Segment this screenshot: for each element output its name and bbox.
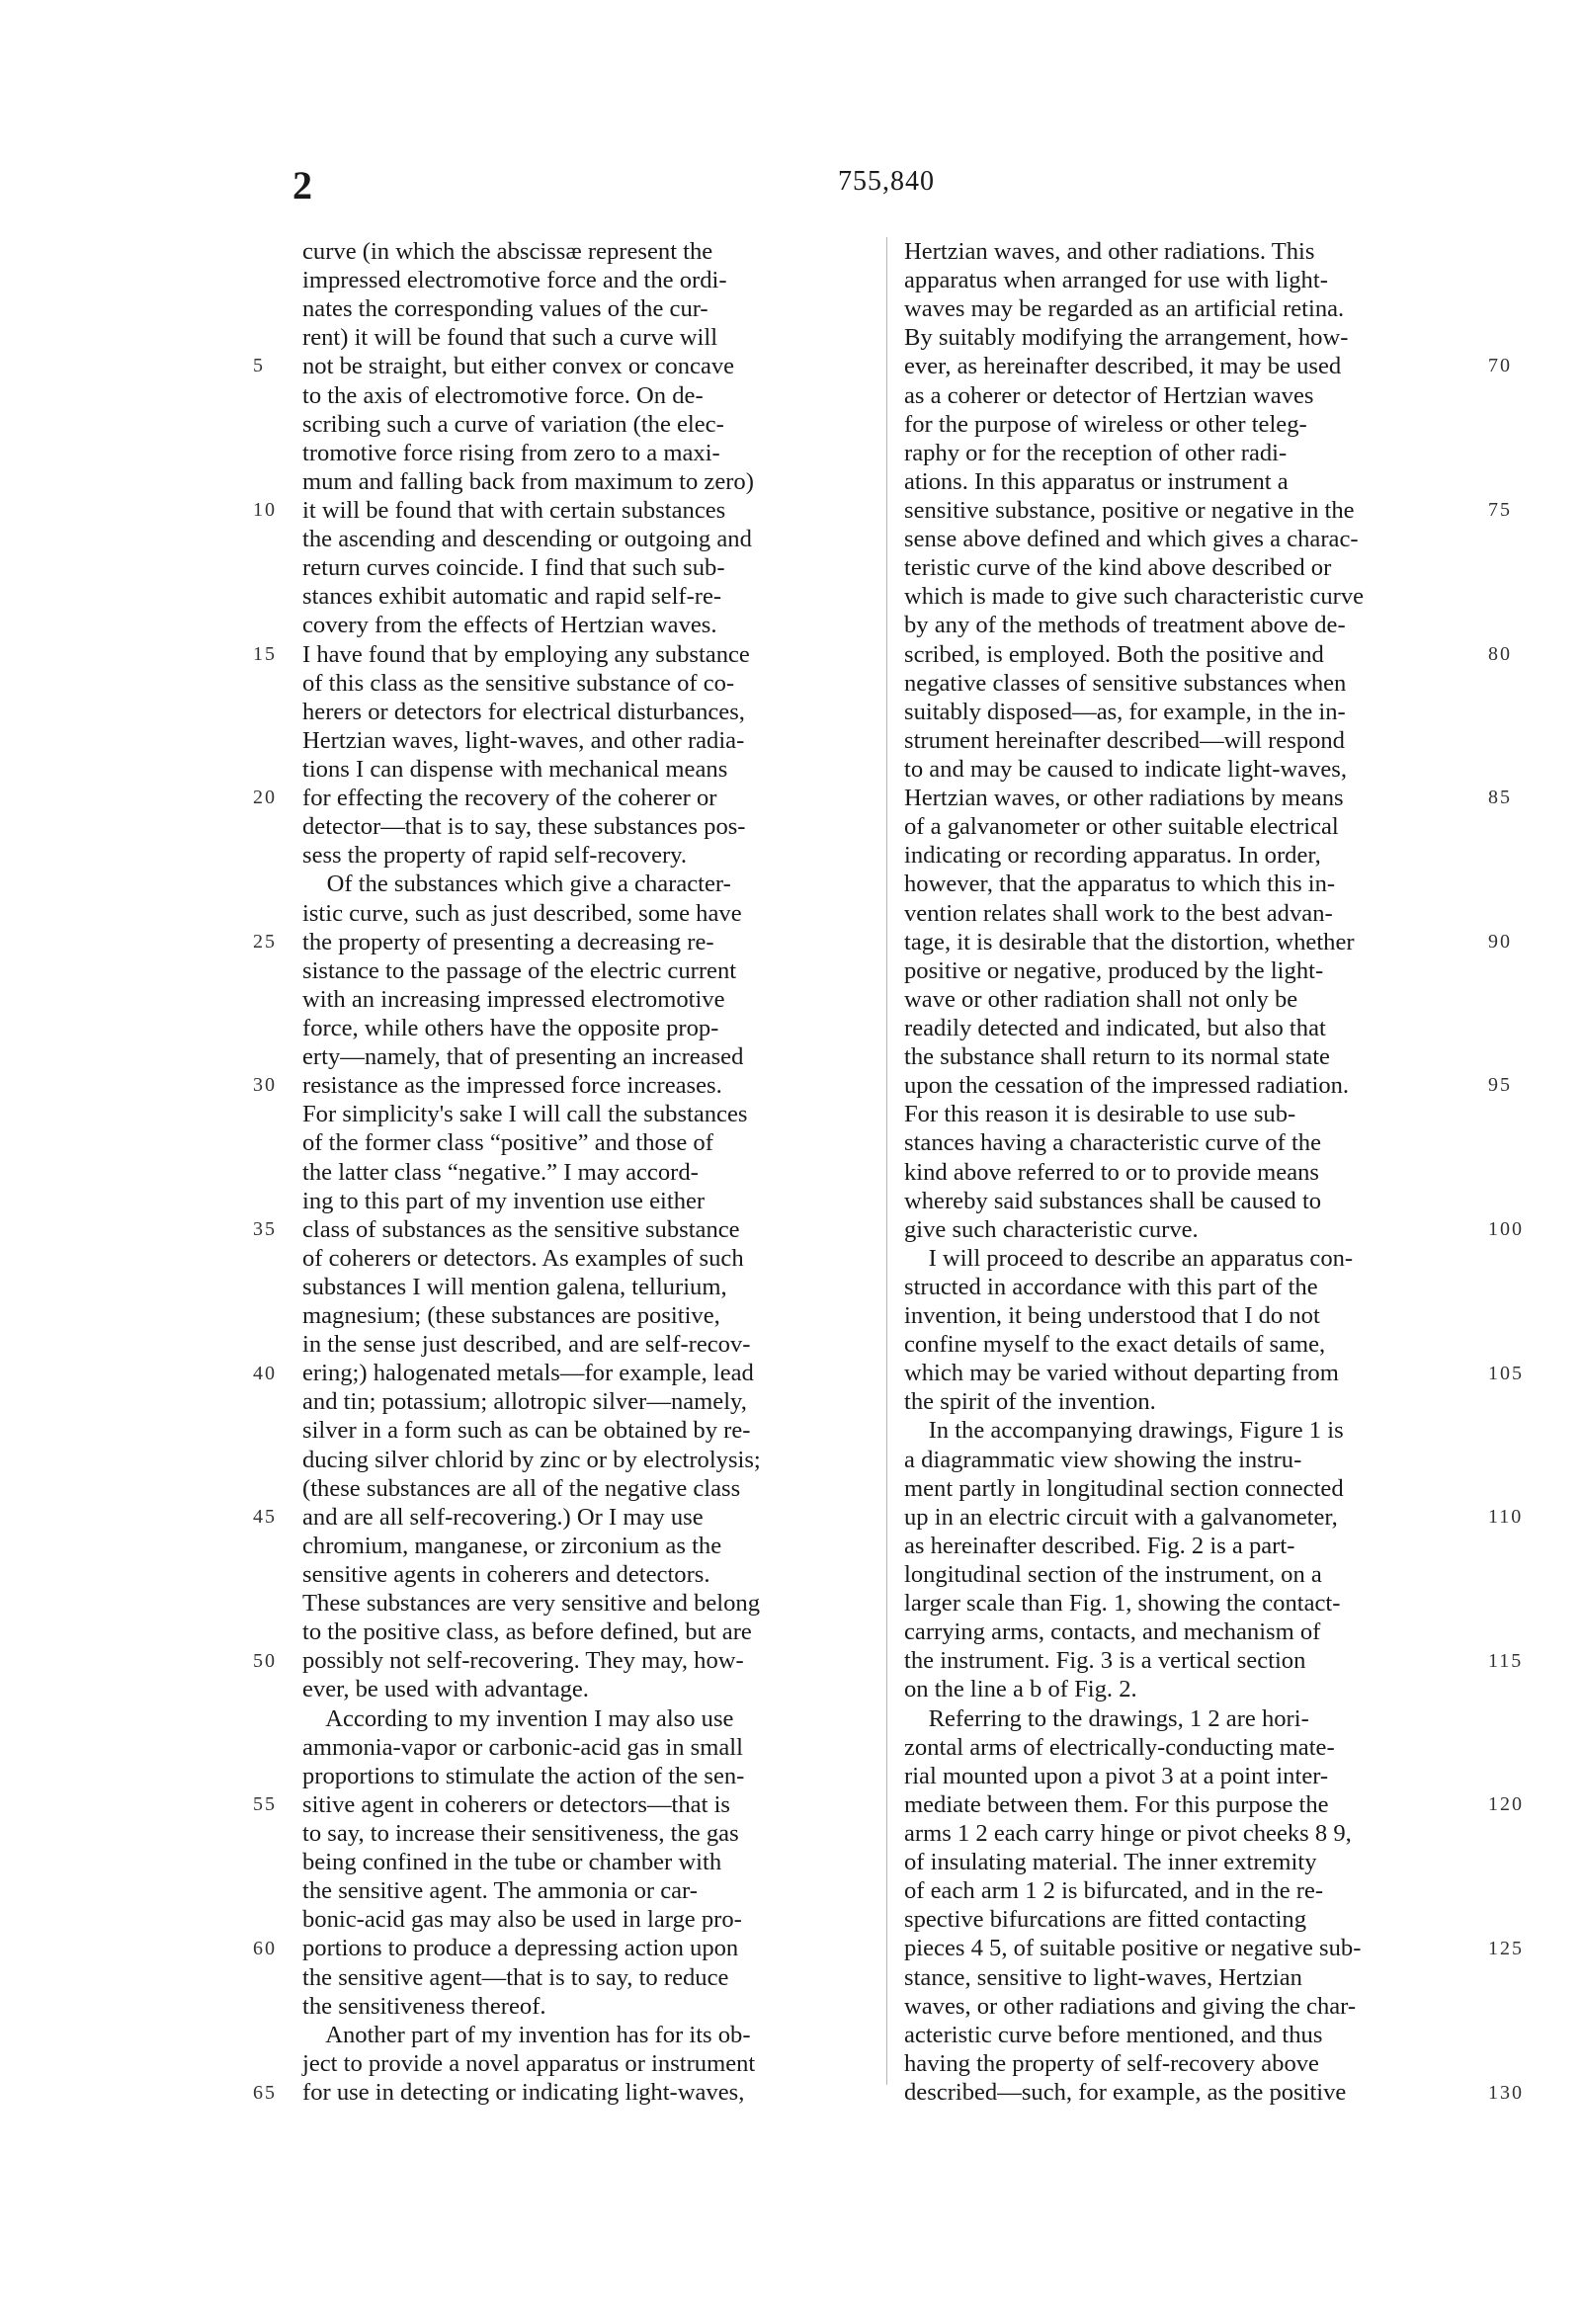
text-line: tage, it is desirable that the distortion, whether <box>904 928 1355 955</box>
text-line: of a galvanometer or other suitable electrical <box>904 813 1339 841</box>
text-line: the latter class “negative.” I may accord- <box>302 1158 699 1186</box>
text-line: spective bifurcations are fitted contacting <box>904 1906 1306 1934</box>
text-line: arms 1 2 each carry hinge or pivot cheeks 8 9, <box>904 1820 1352 1848</box>
text-line: For simplicity's sake I will call the substances <box>302 1101 748 1128</box>
text-line: the sensitive agent—that is to say, to reduce <box>302 1963 729 1991</box>
text-line: and tin; potassium; allotropic silver—namely, <box>302 1388 747 1416</box>
text-line: negative classes of sensitive substances when <box>904 669 1347 697</box>
text-line: ment partly in longitudinal section connected <box>904 1474 1344 1502</box>
text-line: up in an electric circuit with a galvanometer, <box>904 1503 1338 1531</box>
text-line: stances having a characteristic curve of the <box>904 1129 1321 1157</box>
text-line: give such characteristic curve. <box>904 1215 1199 1243</box>
text-line: longitudinal section of the instrument, on a <box>904 1561 1322 1589</box>
text-line: erty—namely, that of presenting an increased <box>302 1043 744 1071</box>
text-line: possibly not self-recovering. They may, how- <box>302 1647 744 1675</box>
text-line: rial mounted upon a pivot 3 at a point inter- <box>904 1762 1329 1789</box>
text-line: by any of the methods of treatment above de- <box>904 612 1346 639</box>
text-line: scribing such a curve of variation (the elec- <box>302 410 724 438</box>
text-line: detector—that is to say, these substances pos- <box>302 813 746 841</box>
line-number: 95 <box>1488 1074 1512 1097</box>
text-line: herers or detectors for electrical disturbances, <box>302 698 745 725</box>
line-number: 55 <box>253 1793 277 1816</box>
text-line: tromotive force rising from zero to a maxi- <box>302 439 720 466</box>
line-number: 125 <box>1488 1938 1524 1960</box>
line-number: 115 <box>1488 1649 1524 1672</box>
text-line: For this reason it is desirable to use sub- <box>904 1101 1296 1128</box>
right-text-column <box>904 237 1485 2107</box>
text-line: ations. In this apparatus or instrument a <box>904 467 1289 495</box>
text-line: larger scale than Fig. 1, showing the contact- <box>904 1590 1341 1618</box>
text-line: of coherers or detectors. As examples of such <box>302 1244 744 1272</box>
line-number: 75 <box>1488 499 1512 522</box>
text-line: force, while others have the opposite prop- <box>302 1014 719 1041</box>
line-number: 10 <box>253 499 277 522</box>
text-line: sistance to the passage of the electric current <box>302 956 737 984</box>
text-line: I have found that by employing any substance <box>302 640 750 668</box>
text-line: curve (in which the abscissæ represent the <box>302 238 713 265</box>
text-line: with an increasing impressed electromotive <box>302 985 725 1013</box>
text-line: strument hereinafter described—will respond <box>904 726 1345 754</box>
text-line: sess the property of rapid self-recovery. <box>302 842 688 870</box>
text-line: described—such, for example, as the positive <box>904 2079 1347 2106</box>
text-line: and are all self-recovering.) Or I may use <box>302 1503 704 1531</box>
line-number: 100 <box>1488 1218 1524 1241</box>
text-line: mediate between them. For this purpose the <box>904 1790 1329 1818</box>
text-line: for effecting the recovery of the coherer or <box>302 785 717 812</box>
text-line: the sensitive agent. The ammonia or car- <box>302 1877 698 1905</box>
page-number: 2 <box>292 163 312 208</box>
line-number: 70 <box>1488 355 1512 377</box>
text-line: having the property of self-recovery above <box>904 2049 1319 2077</box>
text-line: rent) it will be found that such a curve will <box>302 324 718 352</box>
text-line: sense above defined and which gives a charac- <box>904 526 1359 553</box>
line-number: 105 <box>1488 1362 1524 1384</box>
text-line: These substances are very sensitive and belong <box>302 1590 761 1618</box>
text-line: I will proceed to describe an apparatus con- <box>904 1244 1354 1272</box>
text-line: for the purpose of wireless or other teleg- <box>904 410 1307 438</box>
line-number: 30 <box>253 1074 277 1097</box>
text-line: ever, be used with advantage. <box>302 1676 589 1703</box>
text-line: raphy or for the reception of other radi- <box>904 439 1288 466</box>
text-line: the instrument. Fig. 3 is a vertical section <box>904 1647 1306 1675</box>
text-line: indicating or recording apparatus. In order, <box>904 842 1321 870</box>
text-line: In the accompanying drawings, Figure 1 is <box>904 1417 1344 1445</box>
text-line: stances exhibit automatic and rapid self-re- <box>302 583 722 611</box>
text-line: it will be found that with certain substances <box>302 496 726 524</box>
text-line: to the axis of electromotive force. On de- <box>302 381 704 409</box>
text-line: mum and falling back from maximum to zero) <box>302 467 754 495</box>
text-line: Referring to the drawings, 1 2 are hori- <box>904 1704 1309 1732</box>
text-line: teristic curve of the kind above described or <box>904 554 1332 582</box>
text-line: magnesium; (these substances are positive, <box>302 1302 720 1330</box>
text-line: positive or negative, produced by the light- <box>904 956 1324 984</box>
text-line: Hertzian waves, and other radiations. This <box>904 238 1315 265</box>
patent-number: 755,840 <box>838 166 935 197</box>
text-line: substances I will mention galena, tellurium, <box>302 1273 727 1300</box>
text-line: whereby said substances shall be caused to <box>904 1187 1322 1214</box>
line-number: 65 <box>253 2081 277 2104</box>
text-line: of each arm 1 2 is bifurcated, and in the re- <box>904 1877 1324 1905</box>
text-line: (these substances are all of the negative class <box>302 1474 741 1502</box>
line-number: 40 <box>253 1362 277 1384</box>
text-line: nates the corresponding values of the cur- <box>302 295 708 323</box>
text-line: carrying arms, contacts, and mechanism of <box>904 1618 1321 1646</box>
column-divider <box>886 237 887 2085</box>
text-line: chromium, manganese, or zirconium as the <box>302 1532 722 1559</box>
line-number: 60 <box>253 1938 277 1960</box>
text-line: Hertzian waves, light-waves, and other radia- <box>302 726 745 754</box>
text-line: the spirit of the invention. <box>904 1388 1156 1416</box>
text-line: being confined in the tube or chamber with <box>302 1849 722 1876</box>
text-line: sitive agent in coherers or detectors—that is <box>302 1790 730 1818</box>
line-number: 130 <box>1488 2081 1524 2104</box>
text-line: scribed, is employed. Both the positive and <box>904 640 1324 668</box>
text-line: the sensitiveness thereof. <box>302 1992 546 2020</box>
text-line: sensitive substance, positive or negative in the <box>904 496 1355 524</box>
text-line: to the positive class, as before defined, but are <box>302 1618 752 1646</box>
text-line: portions to produce a depressing action upon <box>302 1935 739 1962</box>
text-line: According to my invention I may also use <box>302 1704 734 1732</box>
text-line: a diagrammatic view showing the instru- <box>904 1446 1302 1473</box>
text-line: in the sense just described, and are self-recov- <box>302 1331 751 1359</box>
text-line: impressed electromotive force and the ordi- <box>302 267 727 294</box>
text-line: kind above referred to or to provide means <box>904 1158 1319 1186</box>
text-line: class of substances as the sensitive substance <box>302 1215 740 1243</box>
text-line: however, that the apparatus to which this in- <box>904 871 1336 898</box>
text-line: wave or other radiation shall not only be <box>904 985 1298 1013</box>
text-line: of insulating material. The inner extremity <box>904 1849 1317 1876</box>
text-line: for use in detecting or indicating light-waves, <box>302 2079 745 2106</box>
text-line: on the line a b of Fig. 2. <box>904 1676 1137 1703</box>
text-line: acteristic curve before mentioned, and thus <box>904 2021 1323 2048</box>
text-line: zontal arms of electrically-conducting mate- <box>904 1733 1335 1761</box>
text-line: structed in accordance with this part of the <box>904 1273 1318 1300</box>
text-line: By suitably modifying the arrangement, how- <box>904 324 1349 352</box>
line-number: 15 <box>253 642 277 665</box>
text-line: pieces 4 5, of suitable positive or negative sub- <box>904 1935 1362 1962</box>
line-number: 90 <box>1488 930 1512 953</box>
text-line: the ascending and descending or outgoing and <box>302 526 752 553</box>
text-line: not be straight, but either convex or concave <box>302 353 735 380</box>
text-line: ever, as hereinafter described, it may be used <box>904 353 1342 380</box>
line-number: 25 <box>253 930 277 953</box>
text-line: of the former class “positive” and those of <box>302 1129 713 1157</box>
text-line: to and may be caused to indicate light-waves, <box>904 755 1348 783</box>
text-line: stance, sensitive to light-waves, Hertzian <box>904 1963 1302 1991</box>
text-line: the substance shall return to its normal state <box>904 1043 1330 1071</box>
text-line: to say, to increase their sensitiveness, the gas <box>302 1820 739 1848</box>
text-line: suitably disposed—as, for example, in the in- <box>904 698 1346 725</box>
text-line: upon the cessation of the impressed radiation. <box>904 1072 1350 1100</box>
line-number: 80 <box>1488 642 1512 665</box>
line-number: 120 <box>1488 1793 1524 1816</box>
text-line: ammonia-vapor or carbonic-acid gas in small <box>302 1733 743 1761</box>
text-line: return curves coincide. I find that such sub- <box>302 554 725 582</box>
line-number: 110 <box>1488 1506 1524 1529</box>
text-line: vention relates shall work to the best advan- <box>904 899 1333 927</box>
text-line: ing to this part of my invention use either <box>302 1187 706 1214</box>
text-line: waves may be regarded as an artificial retina. <box>904 295 1345 323</box>
text-line: silver in a form such as can be obtained by re- <box>302 1417 751 1445</box>
text-line: Hertzian waves, or other radiations by means <box>904 785 1344 812</box>
text-line: ering;) halogenated metals—for example, lead <box>302 1360 754 1387</box>
text-line: waves, or other radiations and giving the char- <box>904 1992 1357 2020</box>
text-line: proportions to stimulate the action of the sen- <box>302 1762 745 1789</box>
text-line: as a coherer or detector of Hertzian waves <box>904 381 1314 409</box>
text-line: tions I can dispense with mechanical means <box>302 755 728 783</box>
text-line: istic curve, such as just described, some have <box>302 899 742 927</box>
text-line: the property of presenting a decreasing re- <box>302 928 714 955</box>
text-line: Another part of my invention has for its ob- <box>302 2021 751 2048</box>
line-number: 45 <box>253 1506 277 1529</box>
line-number: 20 <box>253 787 277 809</box>
text-line: confine myself to the exact details of same, <box>904 1331 1326 1359</box>
text-line: ducing silver chlorid by zinc or by electrolysis; <box>302 1446 761 1473</box>
text-line: as hereinafter described. Fig. 2 is a part- <box>904 1532 1295 1559</box>
text-line: invention, it being understood that I do not <box>904 1302 1320 1330</box>
text-line: apparatus when arranged for use with light- <box>904 267 1328 294</box>
text-line: bonic-acid gas may also be used in large pro- <box>302 1906 742 1934</box>
text-line: resistance as the impressed force increases. <box>302 1072 722 1100</box>
line-number: 85 <box>1488 787 1512 809</box>
line-number: 35 <box>253 1218 277 1241</box>
text-line: sensitive agents in coherers and detectors. <box>302 1561 710 1589</box>
text-line: readily detected and indicated, but also that <box>904 1014 1326 1041</box>
line-number: 50 <box>253 1649 277 1672</box>
text-line: which may be varied without departing from <box>904 1360 1339 1387</box>
left-text-column <box>302 237 883 2107</box>
line-number: 5 <box>253 355 265 377</box>
text-line: covery from the effects of Hertzian waves. <box>302 612 717 639</box>
text-line: Of the substances which give a character- <box>302 871 731 898</box>
text-line: ject to provide a novel apparatus or instrument <box>302 2049 756 2077</box>
text-line: which is made to give such characteristic curve <box>904 583 1365 611</box>
text-line: of this class as the sensitive substance of co- <box>302 669 735 697</box>
